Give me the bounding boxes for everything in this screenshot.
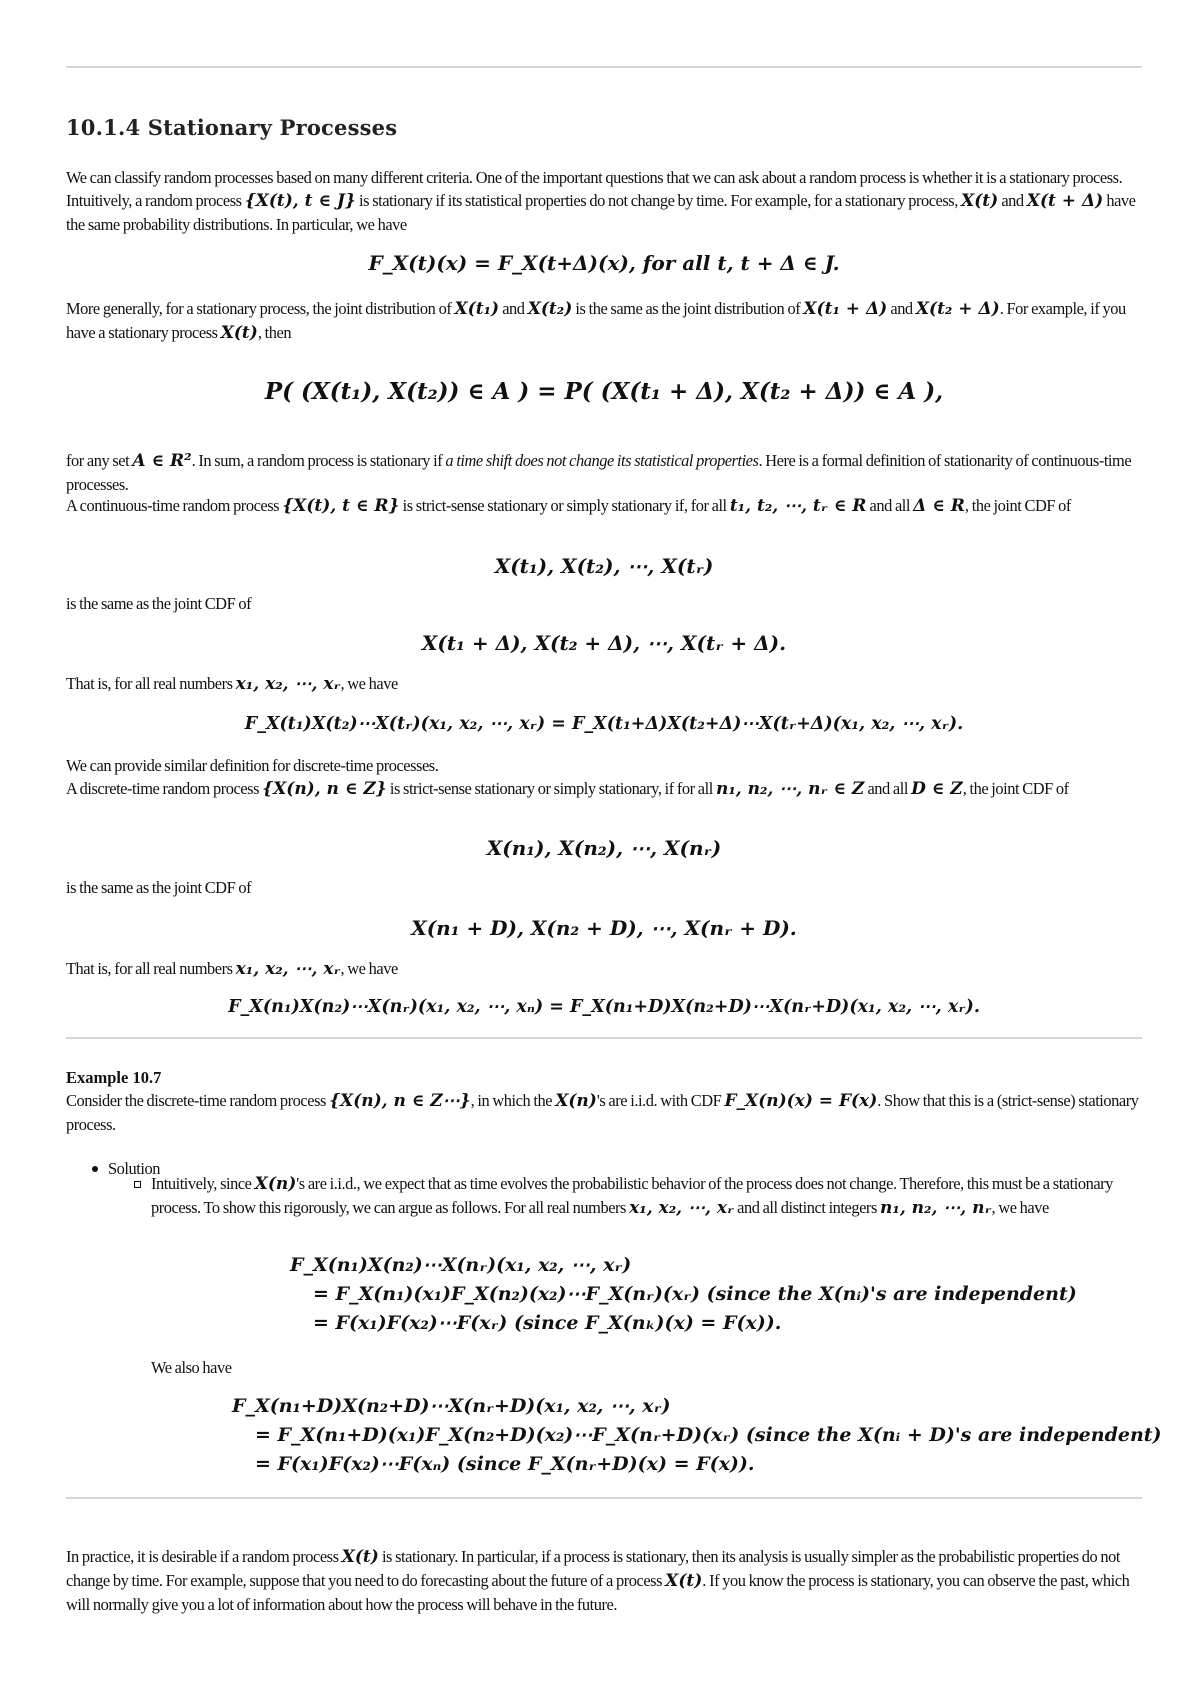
example-statement: Consider the discrete-time random process {X(n), n ∈ Z⋯}, in which the X(n)'s are i.i.d. with CDF F_X(n)(x) = F(x). Show that this is a (strict-sense) stationary process. (66, 1091, 1139, 1134)
top-divider (66, 66, 1142, 68)
example-divider-top (66, 1037, 1142, 1039)
solution-subbullet (134, 1181, 141, 1188)
also-have-text: We also have (151, 1358, 232, 1377)
section-title: 10.1.4 Stationary Processes (66, 115, 398, 140)
real-numbers-text-2: That is, for all real numbers x₁, x₂, ⋯, xᵣ, we have (66, 959, 398, 979)
equation-marginal-cdf: F_X(t)(x) = F_X(t+Δ)(x), for all t, t + Δ ∈ J. (368, 251, 840, 275)
solution-text: Intuitively, since X(n)'s are i.i.d., we expect that as time evolves the probabilistic behavior of the process does not change. Therefore, this must be a stationary process. To show this rigorously, we can argue as follows. For all real numbers x₁, x₂, ⋯, xᵣ and all distinct integers n₁, n₂, ⋯, nᵣ, we have (151, 1174, 1113, 1218)
equation-joint-probability: P( (X(t₁), X(t₂)) ∈ A ) = P( (X(t₁ + Δ), X(t₂ + Δ)) ∈ A ), (264, 378, 944, 405)
example-title: Example 10.7 (66, 1068, 162, 1087)
same-cdf-text-2: is the same as the joint CDF of (66, 878, 252, 897)
solution-bullet (92, 1166, 98, 1172)
equation-continuous-shifted: X(t₁ + Δ), X(t₂ + Δ), ⋯, X(tᵣ + Δ). (421, 631, 787, 655)
same-cdf-text-1: is the same as the joint CDF of (66, 594, 252, 613)
discrete-intro: We can provide similar definition for discrete-time processes. (66, 756, 439, 775)
equation-discrete-shifted: X(n₁ + D), X(n₂ + D), ⋯, X(nᵣ + D). (411, 916, 797, 940)
equation-discrete-samples: X(n₁), X(n₂), ⋯, X(nᵣ) (486, 836, 722, 860)
closing-paragraph: In practice, it is desirable if a random process X(t) is stationary. In particular, if a process is stationary, then its analysis is usually simpler as the probabilistic properties do not change by time. For example, suppose that you need to do forecasting about the future of a process X(t). If you know the process is stationary, you can observe the past, which will normally give you a lot of information about how the process will behave in the future. (66, 1547, 1130, 1614)
example-divider-bottom (66, 1497, 1142, 1499)
solution-equation-b: F_X(n₁+D)X(n₂+D)⋯X(nᵣ+D)(x₁, x₂, ⋯, xᵣ) = F_X(n₁+D)(x₁)F_X(n₂+D)(x₂)⋯F_X(nᵣ+D)(xᵣ) (since the X(nᵢ + D)'s are independent) = F(x₁)F(x₂)⋯F(xₙ) (since F_X(nᵣ+D)(x) = F(x)). (232, 1395, 1162, 1475)
summary-paragraph: for any set A ∈ R². In sum, a random process is stationary if a time shift does not change its statistical properties. Here is a formal definition of stationarity of continuous-time processes. (66, 451, 1132, 494)
solution-label[interactable]: Solution (108, 1159, 160, 1178)
continuous-definition: A continuous-time random process {X(t), t ∈ R} is strict-sense stationary or simply stationary if, for all t₁, t₂, ⋯, tᵣ ∈ R and all Δ ∈ R, the joint CDF of (66, 496, 1071, 516)
intro-paragraph: We can classify random processes based on many different criteria. One of the important questions that we can ask about a random process is whether it is a stationary process. Intuitively, a random process {X(t), t ∈ J} is stationary if its statistical properties do not change by time. For example, for a stationary process, X(t) and X(t + Δ) have the same probability distributions. In particular, we have (66, 168, 1136, 234)
equation-continuous-samples: X(t₁), X(t₂), ⋯, X(tᵣ) (494, 554, 714, 578)
discrete-definition: A discrete-time random process {X(n), n ∈ Z} is strict-sense stationary or simply stationary, if for all n₁, n₂, ⋯, nᵣ ∈ Z and all D ∈ Z, the joint CDF of (66, 779, 1069, 799)
real-numbers-text-1: That is, for all real numbers x₁, x₂, ⋯, xᵣ, we have (66, 674, 398, 694)
solution-equation-a: F_X(n₁)X(n₂)⋯X(nᵣ)(x₁, x₂, ⋯, xᵣ) = F_X(n₁)(x₁)F_X(n₂)(x₂)⋯F_X(nᵣ)(xᵣ) (since the X(nᵢ)'s are independent) = F(x₁)F(x₂)⋯F(xᵣ) (since F_X(nₖ)(x) = F(x)). (290, 1254, 1077, 1334)
equation-continuous-cdf: F_X(t₁)X(t₂)⋯X(tᵣ)(x₁, x₂, ⋯, xᵣ) = F_X(t₁+Δ)X(t₂+Δ)⋯X(tᵣ+Δ)(x₁, x₂, ⋯, xᵣ). (244, 714, 964, 734)
joint-distribution-paragraph: More generally, for a stationary process, the joint distribution of X(t₁) and X(t₂) is the same as the joint distribution of X(t₁ + Δ) and X(t₂ + Δ). For example, if you have a stationary process X(t), then (66, 299, 1126, 343)
equation-discrete-cdf: F_X(n₁)X(n₂)⋯X(nᵣ)(x₁, x₂, ⋯, xₙ) = F_X(n₁+D)X(n₂+D)⋯X(nᵣ+D)(x₁, x₂, ⋯, xᵣ). (228, 997, 980, 1017)
